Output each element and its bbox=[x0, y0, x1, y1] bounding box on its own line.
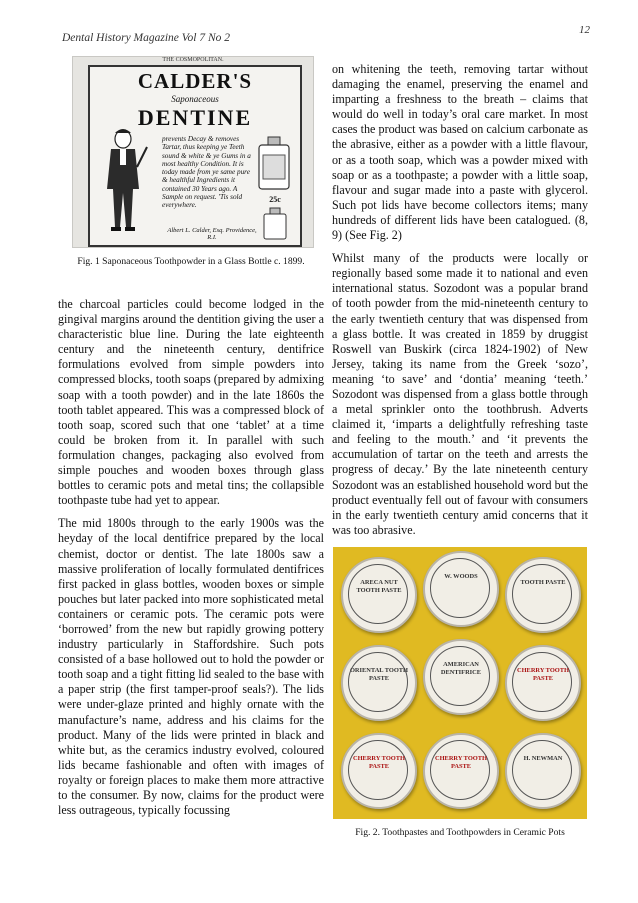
ad-price: 25c bbox=[269, 195, 281, 204]
pot-lid: TOOTH PASTE bbox=[505, 557, 581, 633]
pot-lid: H. NEWMAN bbox=[505, 733, 581, 809]
paragraph: The mid 1800s through to the early 1900s was the heyday of the local dentifrice prepared by the local chemist, doctor or dentist. The late 1800s saw a massive proliferation of locally formulated dentifrices first packed in glass bottles, wooden boxes or simple pouches but later packed into more sophisticated metal containers or ceramic pots. The ceramic pots were ‘borrowed’ from the new but rapidly growing pottery industry particularly in Staffordshire. Such pots consisted of a base hollowed out to hold the powder or tooth soap and a tight fitting lid sealed to the base with a paper strip (the first tamper-proof seals?). The lids were under-glaze printed and highly ornate with the manufacture’s name, address and his claims for the product. Many of the lids were printed in black and white but, as the ceramics industry evolved, coloured lids became fashionable and often with images of royalty or foreign places to make them more attractive to the consumer. By now, claims for the product were less outrageous, typically focussing bbox=[58, 516, 324, 818]
pot-lid: ARECA NUT TOOTH PASTE bbox=[341, 557, 417, 633]
pot-lid: CHERRY TOOTH PASTE bbox=[505, 645, 581, 721]
paragraph: on whitening the teeth, removing tartar without damaging the enamel, preserving the enamel and imparting a freshness to the breath – claims that would do well in today’s oral care market. In most cases the product was based on calcium carbonate as the abrasive, either as a powder with a little flavour, or as a tooth soap, which was a powder mixed with soap or as a toothpaste; a powder with a little soap, flavour and sugar made into a paste with glycerol. Such pot lids have become collectors items; many hundreds of different lids have been catalogued. (8, 9) (See Fig. 2) bbox=[332, 62, 588, 243]
pot-lid: CHERRY TOOTH PASTE bbox=[423, 733, 499, 809]
paragraph: the charcoal particles could become lodged in the gingival margins around the dentition giving the user a characteristic blue line. During the late eighteenth century and the nineteenth century, dentifrice formulations evolved from simple powders into compressed blocks, tooth soaps (prepared by admixing soap with a tooth powder) and in the late 1860s the tooth tablet appeared. This was a compressed block of tooth soap, scored such that one ‘tablet’ at a time could be broken from it. In parallel with such formulation changes, packaging also evolved from simple pouches and wooden boxes through glass bottles to ceramic pots and metal tins; the collapsible toothpaste tube had yet to appear. bbox=[58, 297, 324, 508]
ad-masthead: THE COSMOPOLITAN. bbox=[162, 57, 224, 63]
gentleman-illustration-icon bbox=[93, 127, 153, 239]
page-number: 12 bbox=[579, 24, 590, 36]
figure-2-pot-lids bbox=[333, 547, 587, 819]
figure-2-caption: Fig. 2. Toothpastes and Toothpowders in Ceramic Pots bbox=[355, 827, 565, 838]
glass-bottle-icon bbox=[254, 135, 294, 193]
ad-title: CALDER'S bbox=[137, 69, 253, 93]
figure-1-caption: Fig. 1 Saponaceous Toothpowder in a Glass Bottle c. 1899. bbox=[77, 256, 305, 267]
ad-frame bbox=[88, 65, 302, 247]
pot-lid: W. WOODS bbox=[423, 551, 499, 627]
paragraph: Whilst many of the products were locally or regionally based some made it to national and even international status. Sozodont was a popular brand of tooth powder from the mid-nineteenth century to the early twentieth century that was dispensed from a glass bottle. It was created in 1859 by druggist Roswell van Buskirk (circa 1824-1902) of New Jersey, taking its name from the Greek ‘sozo’, meaning ‘to save’ and ‘dontia’ meaning ‘teeth.’ Sozodont was dispensed from a glass bottle through a metal sprinkler onto the toothbrush. Adverts claimed it, ‘imparts a delightfully refreshing taste and feeling to the mouth.’ and ‘it prevents the accumulation of tartar on the teeth and arrests the progress of decay.’ By the late nineteenth century Sozodont was an established household word but the product eventually fell out of favour with consumers in the early twentieth century amid concerns that it was too abrasive. bbox=[332, 251, 588, 537]
small-bottle-icon bbox=[260, 207, 290, 241]
pot-lid: CHERRY TOOTH PASTE bbox=[341, 733, 417, 809]
ad-product: DENTINE bbox=[137, 105, 253, 130]
figure-1-advertisement bbox=[72, 56, 314, 248]
pot-lid: ORIENTAL TOOTH PASTE bbox=[341, 645, 417, 721]
ad-subtitle: Saponaceous bbox=[171, 94, 219, 104]
right-column bbox=[332, 62, 588, 546]
ad-body-text: prevents Decay & removes Tartar, thus keeping ye Teeth sound & white & ye Gums in a most healthy Condition. It is today made from ye same pure & healthful Ingredients it contained 30 Years ago. A Sample on request. 'Tis sold everywhere. bbox=[162, 135, 251, 210]
ad-signature: Albert L. Calder, Esq. Providence, R.I. bbox=[167, 227, 257, 241]
left-column bbox=[58, 297, 324, 826]
journal-header: Dental History Magazine Vol 7 No 2 bbox=[62, 32, 231, 44]
pot-lid: AMERICAN DENTIFRICE bbox=[423, 639, 499, 715]
